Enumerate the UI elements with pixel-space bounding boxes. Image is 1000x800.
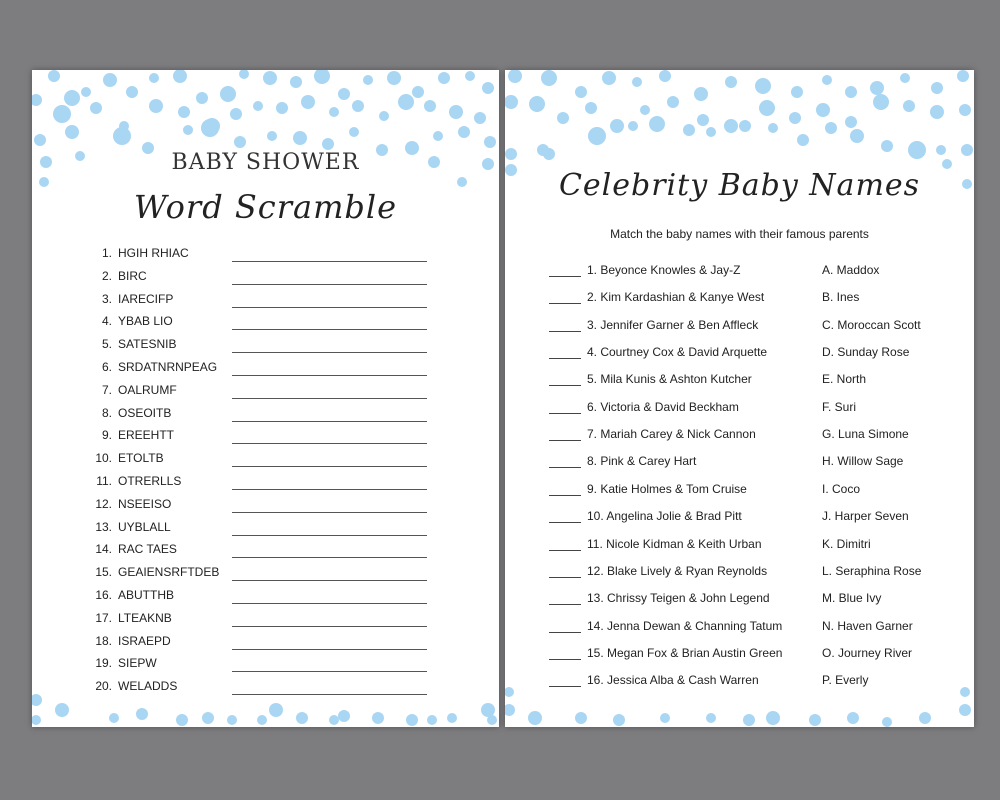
confetti-dot — [588, 127, 606, 145]
confetti-dot — [543, 148, 555, 160]
scrambled-word: OSEOITB — [118, 405, 172, 420]
confetti-dot — [427, 715, 437, 725]
word-scramble-row — [32, 542, 499, 564]
confetti-dot — [424, 100, 436, 112]
celebrity-match-row — [505, 400, 974, 422]
confetti-dot — [338, 710, 350, 722]
match-answer-blank[interactable] — [549, 385, 581, 386]
confetti-dot — [847, 712, 859, 724]
confetti-dot — [329, 107, 339, 117]
confetti-dot — [505, 704, 515, 716]
confetti-dot — [293, 131, 307, 145]
confetti-dot — [881, 140, 893, 152]
confetti-dot — [234, 136, 246, 148]
word-scramble-row — [32, 451, 499, 473]
confetti-dot — [610, 119, 624, 133]
celebrity-parents: 4. Courtney Cox & David Arquette — [587, 345, 768, 360]
word-scramble-number: 18. — [95, 633, 112, 648]
confetti-dot — [103, 73, 117, 87]
confetti-dot — [55, 703, 69, 717]
baby-name-option: G. Luna Simone — [822, 427, 909, 442]
answer-line[interactable] — [232, 307, 427, 308]
answer-line[interactable] — [232, 626, 427, 627]
confetti-dot — [816, 103, 830, 117]
answer-line[interactable] — [232, 489, 427, 490]
match-answer-blank[interactable] — [549, 577, 581, 578]
word-scramble-title-line1: BABY SHOWER — [171, 150, 360, 175]
baby-name-option: K. Dimitri — [822, 536, 871, 551]
confetti-dot — [659, 70, 671, 82]
baby-name-option: B. Ines — [822, 290, 860, 305]
word-scramble-number: 11. — [96, 474, 112, 488]
word-scramble-row — [32, 314, 499, 336]
answer-line[interactable] — [232, 512, 427, 513]
baby-name-option: C. Moroccan Scott — [822, 317, 921, 332]
celebrity-parents: 5. Mila Kunis & Ashton Kutcher — [587, 372, 752, 387]
scrambled-word: WELADDS — [118, 679, 178, 694]
match-answer-blank[interactable] — [549, 303, 581, 304]
word-scramble-number: 12. — [95, 496, 112, 511]
baby-name-option: M. Blue Ivy — [822, 591, 882, 606]
scrambled-word: SATESNIB — [118, 337, 177, 352]
celebrity-match-row — [505, 345, 974, 367]
confetti-dot — [797, 134, 809, 146]
confetti-dot — [575, 86, 587, 98]
confetti-dot — [149, 73, 159, 83]
confetti-dot — [725, 76, 737, 88]
confetti-dot — [227, 715, 237, 725]
confetti-dot — [961, 144, 973, 156]
confetti-dot — [387, 71, 401, 85]
word-scramble-title-line2: Word Scramble — [133, 188, 398, 226]
confetti-dot — [508, 70, 522, 83]
answer-line[interactable] — [232, 352, 427, 353]
confetti-dot — [791, 86, 803, 98]
scrambled-word: GEAIENSRFTDEB — [118, 565, 220, 580]
celebrity-parents: 2. Kim Kardashian & Kanye West — [587, 290, 765, 305]
confetti-dot — [755, 78, 771, 94]
confetti-dot — [959, 104, 971, 116]
celebrity-match-row — [505, 646, 974, 668]
word-scramble-number: 2. — [101, 268, 112, 283]
celebrity-match-row — [505, 591, 974, 613]
word-scramble-number: 5. — [101, 337, 112, 352]
scrambled-word: IARECIFP — [118, 291, 174, 306]
confetti-dot — [529, 96, 545, 112]
confetti-dot — [903, 100, 915, 112]
baby-name-option: O. Journey River — [822, 645, 913, 660]
confetti-dot — [204, 118, 220, 134]
answer-line[interactable] — [232, 580, 427, 581]
scrambled-word: NSEEISO — [118, 496, 172, 511]
confetti-dot — [34, 134, 46, 146]
confetti-dot — [541, 70, 557, 86]
match-answer-blank[interactable] — [549, 413, 581, 414]
baby-name-option: I. Coco — [822, 481, 861, 496]
confetti-dot — [882, 717, 892, 727]
confetti-dot — [575, 712, 587, 724]
confetti-dot — [253, 101, 263, 111]
answer-line[interactable] — [232, 694, 427, 695]
word-scramble-row — [32, 383, 499, 405]
word-scramble-number: 10. — [95, 451, 112, 466]
confetti-dot — [481, 703, 495, 717]
confetti-dot — [329, 715, 339, 725]
confetti-dot — [296, 712, 308, 724]
confetti-dot — [149, 99, 163, 113]
word-scramble-row — [32, 269, 499, 291]
answer-line[interactable] — [232, 466, 427, 467]
confetti-dot — [290, 76, 302, 88]
confetti-dot — [32, 715, 41, 725]
scrambled-word: SRDATNRNPEAG — [118, 360, 218, 374]
confetti-dot — [505, 95, 518, 109]
scrambled-word: OTRERLLS — [118, 474, 182, 488]
confetti-dot — [90, 102, 102, 114]
answer-line[interactable] — [232, 261, 427, 262]
word-scramble-row — [32, 474, 499, 496]
word-scramble-number: 9. — [101, 428, 112, 443]
confetti-dot — [449, 105, 463, 119]
word-scramble-row — [32, 679, 499, 701]
celebrity-parents: 8. Pink & Carey Hart — [587, 454, 697, 469]
word-scramble-number: 8. — [101, 405, 112, 420]
scrambled-word: UYBLALL — [118, 519, 171, 534]
word-scramble-number: 4. — [101, 314, 112, 329]
celebrity-baby-names-sheet — [505, 70, 974, 727]
confetti-dot — [649, 116, 665, 132]
confetti-dot — [109, 713, 119, 723]
confetti-dot — [931, 82, 943, 94]
confetti-dot — [379, 111, 389, 121]
confetti-dot — [487, 715, 497, 725]
word-scramble-row — [32, 497, 499, 519]
confetti-dot — [363, 75, 373, 85]
confetti-dot — [372, 712, 384, 724]
answer-line[interactable] — [232, 329, 427, 330]
confetti-dot — [263, 71, 277, 85]
confetti-dot — [65, 125, 79, 139]
word-scramble-number: 6. — [101, 360, 112, 374]
confetti-dot — [759, 100, 775, 116]
word-scramble-number: 16. — [95, 588, 112, 602]
word-scramble-row — [32, 292, 499, 314]
confetti-dot — [724, 119, 738, 133]
confetti-dot — [602, 71, 616, 85]
confetti-dot — [694, 87, 708, 101]
confetti-dot — [81, 87, 91, 97]
word-scramble-number: 1. — [101, 246, 112, 260]
confetti-dot — [322, 138, 334, 150]
answer-line[interactable] — [232, 398, 427, 399]
celebrity-parents: 11. Nicole Kidman & Keith Urban — [587, 536, 762, 551]
confetti-dot — [628, 121, 638, 131]
match-answer-blank[interactable] — [549, 659, 581, 660]
confetti-dot — [632, 77, 642, 87]
word-scramble-sheet — [32, 70, 499, 727]
match-answer-blank[interactable] — [549, 686, 581, 687]
baby-name-option: J. Harper Seven — [822, 509, 909, 524]
confetti-dot — [136, 708, 148, 720]
confetti-dot — [900, 73, 910, 83]
confetti-dot — [267, 131, 277, 141]
confetti-dot — [822, 75, 832, 85]
word-scramble-row — [32, 520, 499, 542]
confetti-dot — [557, 112, 569, 124]
confetti-dot — [406, 714, 418, 726]
match-answer-blank[interactable] — [549, 522, 581, 523]
confetti-dot — [230, 108, 242, 120]
confetti-dot — [352, 100, 364, 112]
confetti-dot — [825, 122, 837, 134]
celebrity-match-row — [505, 619, 974, 641]
scrambled-word: HGIH RHIAC — [118, 246, 189, 260]
confetti-dot — [457, 177, 467, 187]
confetti-dot — [113, 127, 131, 145]
confetti-dot — [528, 711, 542, 725]
word-scramble-row — [32, 611, 499, 633]
confetti-dot — [412, 86, 424, 98]
word-scramble-row — [32, 588, 499, 610]
celebrity-parents: 6. Victoria & David Beckham — [587, 399, 739, 414]
word-scramble-number: 7. — [101, 382, 112, 397]
confetti-dot — [53, 105, 71, 123]
word-scramble-number: 13. — [95, 519, 112, 534]
word-scramble-number: 14. — [95, 542, 112, 557]
scrambled-word: YBAB LIO — [118, 314, 173, 329]
scrambled-word: RAC TAES — [118, 542, 177, 557]
confetti-dot — [766, 711, 780, 725]
match-answer-blank[interactable] — [549, 440, 581, 441]
confetti-dot — [505, 148, 517, 160]
confetti-dot — [433, 131, 443, 141]
word-scramble-row — [32, 246, 499, 268]
confetti-dot — [176, 714, 188, 726]
confetti-dot — [930, 105, 944, 119]
celebrity-match-row — [505, 427, 974, 449]
confetti-dot — [789, 112, 801, 124]
confetti-dot — [667, 96, 679, 108]
celebrity-parents: 10. Angelina Jolie & Brad Pitt — [587, 509, 742, 524]
confetti-dot — [936, 145, 946, 155]
scrambled-word: ISRAEPD — [118, 633, 171, 648]
confetti-dot — [768, 123, 778, 133]
baby-name-option: A. Maddox — [822, 263, 880, 277]
baby-name-option: E. North — [822, 372, 867, 387]
confetti-dot — [178, 106, 190, 118]
answer-line[interactable] — [232, 535, 427, 536]
confetti-dot — [919, 712, 931, 724]
celebrity-match-row — [505, 482, 974, 504]
confetti-dot — [809, 714, 821, 726]
confetti-dot — [220, 86, 236, 102]
confetti-dot — [739, 120, 751, 132]
confetti-dot — [458, 126, 470, 138]
answer-line[interactable] — [232, 443, 427, 444]
celebrity-match-row — [505, 318, 974, 340]
answer-line[interactable] — [232, 421, 427, 422]
celebrity-match-row — [505, 564, 974, 586]
confetti-dot — [314, 70, 330, 84]
celebrity-baby-names-subtitle: Match the baby names with their famous parents — [610, 227, 869, 241]
word-scramble-row — [32, 360, 499, 382]
answer-line[interactable] — [232, 671, 427, 672]
word-scramble-row — [32, 656, 499, 678]
confetti-dot — [276, 102, 288, 114]
scrambled-word: BIRC — [118, 268, 147, 283]
word-scramble-number: 3. — [101, 291, 112, 306]
answer-line[interactable] — [232, 284, 427, 285]
celebrity-match-row — [505, 537, 974, 559]
confetti-dot — [269, 703, 283, 717]
scrambled-word: EREEHTT — [118, 428, 175, 443]
confetti-dot — [202, 712, 214, 724]
confetti-dot — [301, 95, 315, 109]
answer-line[interactable] — [232, 649, 427, 650]
confetti-dot — [957, 70, 969, 82]
confetti-dot — [697, 114, 709, 126]
confetti-dot — [64, 90, 80, 106]
confetti-dot — [683, 124, 695, 136]
confetti-dot — [850, 129, 864, 143]
confetti-dot — [257, 715, 267, 725]
baby-name-option: L. Seraphina Rose — [822, 563, 922, 578]
confetti-dot — [438, 72, 450, 84]
confetti-dot — [482, 82, 494, 94]
confetti-dot — [32, 94, 42, 106]
celebrity-parents: 1. Beyonce Knowles & Jay-Z — [587, 263, 741, 277]
celebrity-parents: 15. Megan Fox & Brian Austin Green — [587, 645, 783, 660]
confetti-dot — [338, 88, 350, 100]
answer-line[interactable] — [232, 375, 427, 376]
confetti-dot — [398, 94, 414, 110]
celebrity-baby-names-title: Celebrity Baby Names — [558, 168, 921, 203]
word-scramble-row — [32, 634, 499, 656]
word-scramble-row — [32, 428, 499, 450]
confetti-dot — [873, 94, 889, 110]
confetti-dot — [484, 136, 496, 148]
scrambled-word: OALRUMF — [118, 382, 177, 397]
match-answer-blank[interactable] — [549, 495, 581, 496]
confetti-dot — [845, 116, 857, 128]
scrambled-word: ABUTTHB — [118, 588, 175, 602]
confetti-dot — [126, 86, 138, 98]
celebrity-parents: 12. Blake Lively & Ryan Reynolds — [587, 563, 768, 578]
baby-name-option: N. Haven Garner — [822, 618, 913, 633]
confetti-dot — [239, 70, 249, 79]
word-scramble-number: 17. — [95, 610, 112, 625]
celebrity-parents: 14. Jenna Dewan & Channing Tatum — [587, 618, 783, 633]
confetti-dot — [585, 102, 597, 114]
celebrity-match-row — [505, 454, 974, 476]
answer-line[interactable] — [232, 603, 427, 604]
celebrity-match-row — [505, 509, 974, 531]
match-answer-blank[interactable] — [549, 467, 581, 468]
match-answer-blank[interactable] — [549, 604, 581, 605]
confetti-dot — [640, 105, 650, 115]
confetti-dot — [196, 92, 208, 104]
match-answer-blank[interactable] — [549, 276, 581, 277]
scrambled-word: LTEAKNB — [118, 610, 172, 625]
celebrity-match-row — [505, 673, 974, 695]
word-scramble-number: 15. — [95, 565, 112, 580]
word-scramble-row — [32, 406, 499, 428]
confetti-dot — [474, 112, 486, 124]
baby-name-option: D. Sunday Rose — [822, 345, 910, 360]
word-scramble-number: 20. — [95, 679, 112, 694]
confetti-dot — [845, 86, 857, 98]
word-scramble-row — [32, 565, 499, 587]
confetti-dot — [613, 714, 625, 726]
celebrity-parents: 13. Chrissy Teigen & John Legend — [587, 591, 770, 606]
confetti-dot — [743, 714, 755, 726]
celebrity-parents: 7. Mariah Carey & Nick Cannon — [587, 427, 756, 442]
match-answer-blank[interactable] — [549, 358, 581, 359]
match-answer-blank[interactable] — [549, 331, 581, 332]
word-scramble-number: 19. — [95, 656, 112, 671]
baby-name-option: F. Suri — [822, 399, 857, 414]
confetti-dot — [173, 70, 187, 83]
confetti-dot — [660, 713, 670, 723]
confetti-dot — [908, 141, 926, 159]
confetti-dot — [183, 125, 193, 135]
scrambled-word: SIEPW — [118, 656, 157, 671]
celebrity-match-row — [505, 290, 974, 312]
scrambled-word: ETOLTB — [118, 451, 164, 466]
answer-line[interactable] — [232, 557, 427, 558]
celebrity-parents: 3. Jennifer Garner & Ben Affleck — [587, 317, 759, 332]
confetti-dot — [39, 177, 49, 187]
celebrity-match-row — [505, 263, 974, 285]
word-scramble-row — [32, 337, 499, 359]
confetti-dot — [706, 127, 716, 137]
confetti-dot — [706, 713, 716, 723]
match-answer-blank[interactable] — [549, 550, 581, 551]
confetti-dot — [959, 704, 971, 716]
confetti-dot — [465, 71, 475, 81]
celebrity-parents: 16. Jessica Alba & Cash Warren — [587, 673, 759, 688]
celebrity-parents: 9. Katie Holmes & Tom Cruise — [587, 481, 747, 496]
confetti-dot — [447, 713, 457, 723]
confetti-dot — [48, 70, 60, 82]
baby-name-option: P. Everly — [822, 673, 869, 688]
celebrity-match-row — [505, 372, 974, 394]
confetti-dot — [349, 127, 359, 137]
confetti-dot — [870, 81, 884, 95]
match-answer-blank[interactable] — [549, 632, 581, 633]
baby-name-option: H. Willow Sage — [822, 454, 904, 469]
